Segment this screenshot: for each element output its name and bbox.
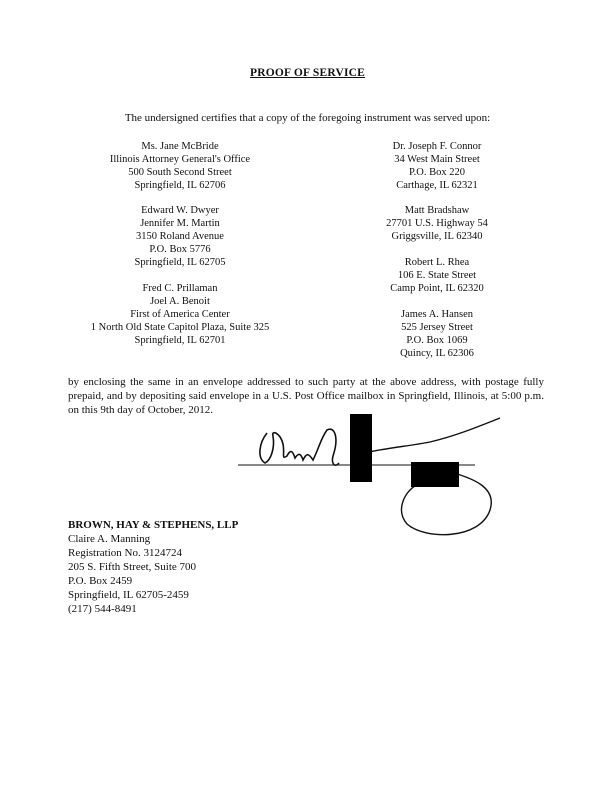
signature-stroke [260,429,339,465]
recipient-line: 500 South Second Street [128,167,232,178]
recipient-line: First of America Center [130,309,230,320]
firm-line: 205 S. Fifth Street, Suite 700 [68,561,197,573]
firm-block [68,518,238,616]
recipient-line: Springfield, IL 62705 [134,257,226,268]
page-title: PROOF OF SERVICE [249,67,366,79]
recipient-block [352,204,522,243]
redaction-block [350,414,372,482]
recipient-line: Griggsville, IL 62340 [391,231,483,242]
firm-name: BROWN, HAY & STEPHENS, LLP [68,519,239,531]
recipient-line: Springfield, IL 62701 [134,335,226,346]
firm-line: P.O. Box 2459 [68,575,133,587]
recipient-line: Jennifer M. Martin [140,218,220,229]
firm-line: Springfield, IL 62705-2459 [68,589,189,601]
recipient-line: Fred C. Prillaman [142,283,218,294]
recipient-line: P.O. Box 220 [408,167,465,178]
recipient-line: Carthage, IL 62321 [396,180,478,191]
recipient-block [60,140,300,192]
firm-line: Claire A. Manning [68,533,151,545]
recipient-line: Illinois Attorney General's Office [109,154,251,165]
recipient-line: Dr. Joseph F. Connor [392,141,482,152]
signature-tail [365,418,500,453]
recipient-line: Springfield, IL 62706 [134,180,226,191]
recipient-block [60,282,300,347]
recipient-line: Ms. Jane McBride [141,141,219,152]
recipient-line: Robert L. Rhea [404,257,470,268]
recipient-line: Matt Bradshaw [404,205,470,216]
recipient-line: Edward W. Dwyer [141,205,219,216]
redaction-block [411,462,459,487]
service-paragraph: by enclosing the same in an envelope addressed to such party at the above address, with postage fully prepaid, and by depositing said envelope in a U.S. Post Office mailbox in Springfield, Illinois, at 5:00 p.m. on this 9th day of October, 2012. [68,376,544,416]
recipient-block [352,308,522,360]
recipient-line: 525 Jersey Street [401,322,473,333]
recipient-line: James A. Hansen [400,309,474,320]
signature-graphic [235,408,535,558]
recipient-line: P.O. Box 1069 [406,335,468,346]
recipient-line: 106 E. State Street [397,270,477,281]
recipient-line: 1 North Old State Capitol Plaza, Suite 325 [90,322,270,333]
firm-line: Registration No. 3124724 [68,547,182,559]
recipient-line: 34 West Main Street [394,154,480,165]
firm-line: (217) 544-8491 [68,603,137,615]
recipient-block [60,204,300,269]
recipient-line: 3150 Roland Avenue [136,231,224,242]
intro-text: The undersigned certifies that a copy of the foregoing instrument was served upon: [124,112,491,124]
recipient-line: Quincy, IL 62306 [400,348,474,359]
recipient-line: Camp Point, IL 62320 [390,283,484,294]
recipient-line: Joel A. Benoit [150,296,210,307]
recipient-block [352,140,522,192]
recipient-line: 27701 U.S. Highway 54 [386,218,488,229]
recipient-line: P.O. Box 5776 [149,244,211,255]
recipient-block [352,256,522,295]
